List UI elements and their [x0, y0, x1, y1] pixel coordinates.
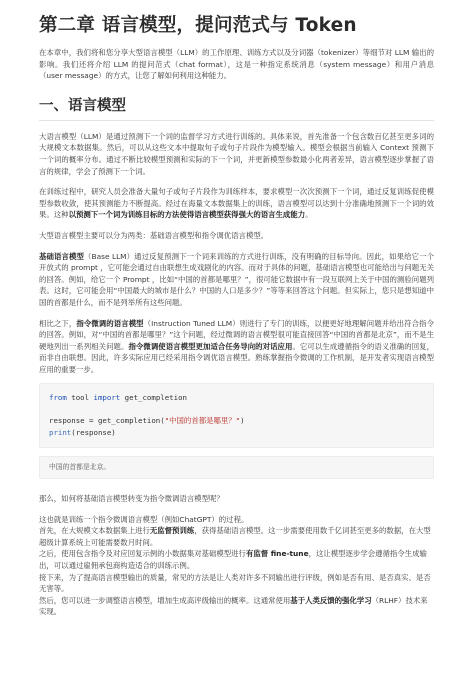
text: 首先，在大规模文本数据集上进行 [39, 526, 150, 536]
output-block: 中国的首都是北京。 [39, 456, 434, 479]
section-heading: 一、语言模型 [39, 96, 434, 121]
paragraph-training-process [39, 186, 434, 221]
code-builtin: print [49, 427, 72, 437]
code-text: ) [240, 416, 245, 426]
bold-text: 无监督预训练 [149, 526, 195, 536]
bold-text: 基于人类反馈的强化学习 [290, 595, 372, 605]
text: 大语言模型（LLM）是通过预测下一个词的监督学习方式进行训练的。具体来说，首先准备一个包含数百亿甚至更多词的大规模文本数据集。然后，可以从这些文本中提取句子或句子片段作为模型输入。模型会根据当前输入 Context 预测下一个词的概率分布。通过不断比较模型预测和实际的下一个词，并更新模型参数最小化两者差异，语言模型逐步掌握了语言的规律，学会了预测下一个词。 [39, 131, 434, 176]
code-block [39, 383, 434, 448]
question-paragraph: 那么，如何将基础语言模型转变为指令微调语言模型呢？ [39, 494, 224, 504]
paragraph-instruction-tuned [39, 318, 434, 376]
code-keyword: from [49, 393, 67, 403]
text: ，获得基础语言模型。这一步需要使用数千亿词甚至更多的数据，在大型超级计算系统上可能需要数月时间。 [39, 526, 431, 547]
text: 。 [305, 210, 313, 220]
bold-text: 基础语言模型 [39, 251, 84, 261]
code-text: response = get_completion( [49, 416, 165, 426]
intro-paragraph: 在本章中，我们将和您分享大型语言模型（LLM）的工作原理、训练方式以及分词器（tokenizer）等细节对 LLM 输出的影响。我们还将介绍 LLM 的提问范式（chat format），这是一种指定系统消息（system message）和用户消息（user message）的方式，让您了解如何利用这种能力。 [39, 48, 434, 81]
text: 在训练过程中，研究人员会准备大量句子或句子片段作为训练样本，要求模型一次次预测下一个词，通过反复训练促使模型参数收敛，使其预测能力不断提高。经过在海量文本数据集上的训练，语言模型可以达到十分准确地预测下一个词的效果。这种 [39, 187, 434, 220]
text: 相比之下， [39, 318, 77, 328]
step-line [39, 595, 434, 618]
bold-text: 指令微调的语言模型 [76, 318, 144, 328]
bold-text: 指令微调使语言模型更加适合任务导向的对话应用 [128, 341, 293, 351]
bold-text: 以预测下一个词为训练目标的方法使得语言模型获得强大的语言生成能力 [68, 210, 306, 220]
bold-text: 有监督 fine-tune [245, 549, 309, 559]
text: ，这让模型逐步学会遵循指令生成输出，可以通过雇佣承包商构造适合的训练示例。 [39, 549, 427, 571]
code-text: (response) [71, 427, 116, 437]
text: （RLHF）技术来实现。 [39, 595, 428, 617]
step-line [39, 525, 434, 548]
code-text: tool [66, 393, 94, 403]
text: （Instruction Tuned LLM）则进行了专门的训练，以便更好地理解问题并给出符合指令的回答。例如，对“中国的首都是哪里？”这个问题，经过微调的语言模型很可能直接回答“中国的首都是北京”，而不是生硬地列出一系列相关问题。 [39, 318, 434, 351]
step-line: 接下来，为了提高语言模型输出的质量，常见的方法是让人类对许多不同输出进行评级，例如是否有用、是否真实、是否无害等。 [39, 572, 431, 594]
paragraph-base-llm [39, 251, 434, 309]
text: 然后，您可以进一步调整语言模型，增加生成高评级输出的概率。这通常使用 [39, 595, 291, 605]
code-keyword: import [93, 393, 121, 403]
text: 。它可以生成遵循指令的语义准确的回复，而非自由联想。因此，许多实际应用已经采用指令调优语言模型。熟练掌握指令微调的工作机制，是开发者实现语言模型应用的重要一步。 [39, 341, 434, 374]
step-line: 这也就是训练一个指令微调语言模型（例如ChatGPT）的过程。 [39, 514, 249, 524]
chapter-title: 第二章 语言模型，提问范式与 Token [39, 15, 357, 36]
code-string: "中国的首都是哪里？" [164, 416, 241, 426]
paragraph-llm-training [39, 131, 434, 177]
paragraph-model-types: 大型语言模型主要可以分为两类：基础语言模型和指令调优语言模型。 [39, 230, 269, 240]
training-steps [39, 514, 434, 618]
code-text: get_completion [120, 393, 187, 403]
step-line [39, 548, 434, 571]
text: （Base LLM）通过反复预测下一个词来训练的方式进行训练，没有明确的目标导向。因此，如果给它一个开放式的 prompt ，它可能会通过自由联想生成戏剧化的内容。而对于具体的问题，基础语言模型也可能给出与问题无关的回答。例如，给它一个 Prompt ，比如“中国的首都是哪里？”，很可能它数据中有一段互联网上关于中国的测验问题列表。这时，它可能会用“中国最大的城市是什么？中国的人口是多少？”等等来回答这个问题。但实际上，您只是想知道中国的首都是什么，而不是列举所有这些问题。 [39, 251, 434, 307]
text: 之后，使用包含指令及对应回复示例的小数据集对基础模型进行 [39, 549, 246, 559]
